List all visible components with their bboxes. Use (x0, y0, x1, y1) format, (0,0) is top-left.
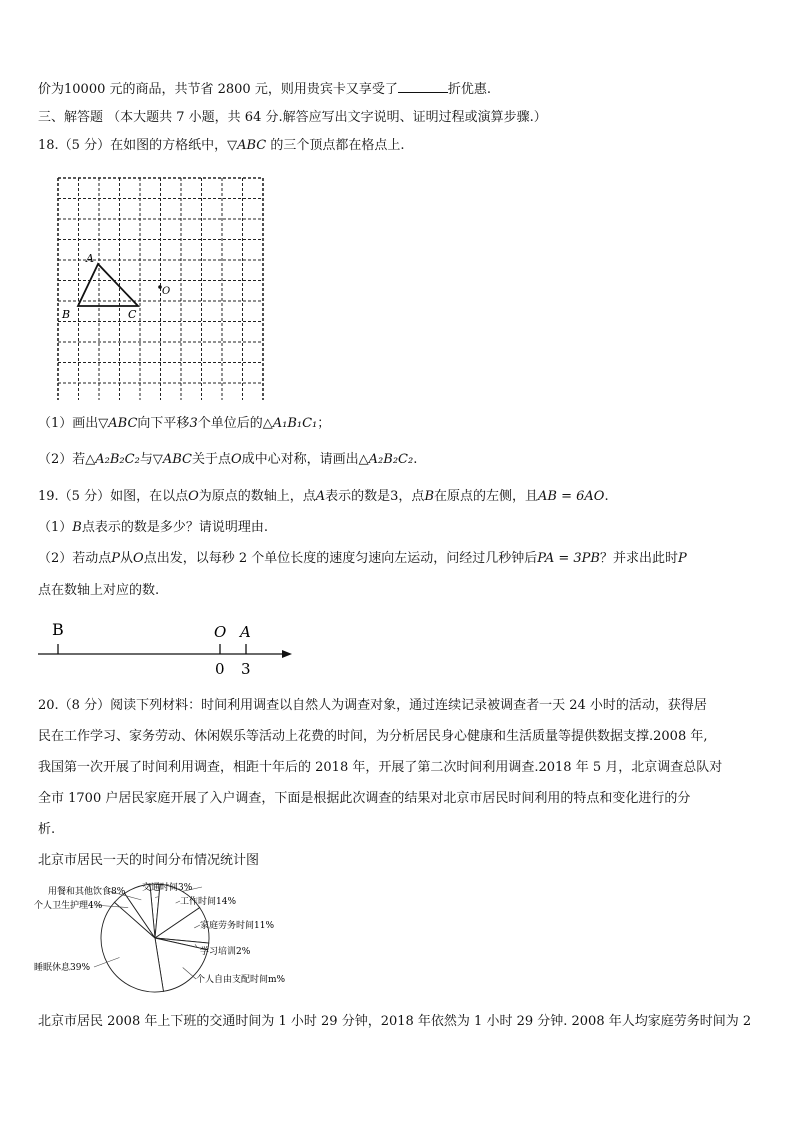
math-number: 3 (189, 416, 198, 431)
math-triangle-2: △A₂B₂C₂ (85, 452, 140, 467)
text: （2）若动点 (38, 551, 112, 566)
label-b: B (62, 308, 71, 321)
text: . (604, 489, 609, 504)
math-p: P (677, 551, 687, 566)
pie-chart (30, 878, 330, 1000)
math-a: A (315, 489, 326, 504)
answer-blank (398, 80, 448, 93)
text: 个单位后的 (197, 416, 263, 431)
slice-label: 睡眠休息39% (34, 963, 91, 973)
label-o: O (162, 286, 171, 297)
slice-label: 个人卫生护理4% (34, 901, 103, 911)
text: ？并求出此时 (599, 551, 678, 566)
math-pa-3pb: PA = 3PB (537, 551, 600, 566)
slice-label: 学习培训2% (200, 947, 251, 957)
text: . (413, 452, 418, 467)
text: 在原点的左侧，且 (434, 489, 539, 504)
slice-label: 个人自由支配时间m% (196, 975, 286, 985)
text: 价为10000 元的商品，共节省 2800 元，则用贵宾卡又享受了 (38, 82, 398, 97)
math-triangle-2: △A₂B₂C₂ (358, 452, 414, 467)
label-b: B (52, 620, 64, 639)
text: 19.（5 分）如图，在以点 (38, 489, 189, 504)
text: 为原点的数轴上，点 (198, 489, 316, 504)
math-b: B (424, 489, 434, 504)
text: （2）若 (38, 452, 86, 467)
label-c: C (128, 308, 137, 321)
text: 关于点 (191, 452, 231, 467)
text: 从 (120, 551, 134, 566)
text: 民在工作学习、家务劳动、休闲娱乐等活动上花费的时间，为分析居民身心健康和生活质量等提供数据支撑.2008 年, (38, 729, 708, 744)
slice-label: 交通时间3% (142, 883, 193, 893)
chart-title-text: 北京市居民一天的时间分布情况统计图 (38, 853, 260, 868)
text: 我国第一次开展了时间利用调查，相距十年后的 2018 年，开展了第二次时间利用调查.2018 年 5 月，北京调查总队对 (38, 760, 723, 775)
text: 北京市居民 2008 年上下班的交通时间为 1 小时 29 分钟，2018 年依然为 1 小时 29 分钟. 2008 年人均家庭劳务时间为 2 (38, 1014, 752, 1029)
slice-label: 工作时间14% (180, 897, 237, 907)
arrow-icon (282, 650, 292, 658)
math-triangle: ▽ABC (98, 416, 138, 431)
question-19-1 (38, 518, 268, 538)
section-heading-text: 三、解答题 （本大题共 7 小题，共 64 分.解答应写出文字说明、证明过程或演算步骤.） (38, 110, 547, 125)
text: 20.（8 分）阅读下列材料：时间利用调查以自然人为调查对象，通过连续记录被调查者一天 24 小时的活动，获得居 (38, 698, 707, 713)
question-20-line-4 (38, 789, 690, 809)
question-20-line-3 (38, 758, 722, 778)
label-a: A (86, 252, 94, 265)
math-o: O (188, 489, 199, 504)
text: 向下平移 (137, 416, 190, 431)
text: 与 (139, 452, 153, 467)
number-line (36, 614, 298, 678)
math-o: O (230, 452, 242, 467)
text: 表示的数是3，点 (325, 489, 425, 504)
text: 18.（5 分）在如图的方格纸中， (38, 138, 228, 153)
math-triangle: ▽ABC (227, 138, 267, 153)
question-20-line-5 (38, 820, 55, 840)
text: 析. (38, 822, 56, 837)
math-ab-6ao: AB = 6AO (538, 489, 605, 504)
section-heading (38, 108, 547, 128)
label-o: O (214, 623, 227, 641)
slice-label: 家庭劳务时间11% (200, 921, 275, 931)
slice-label: 用餐和其他饮食8% (48, 887, 126, 897)
text: 的三个顶点都在格点上. (270, 138, 405, 153)
question-18-2 (38, 450, 417, 470)
math-triangle: ▽ABC (152, 452, 192, 467)
question-18 (38, 136, 405, 156)
triangle-abc (78, 264, 138, 306)
text: 点表示的数是多少？请说明理由. (81, 520, 268, 535)
text: 折优惠. (447, 82, 491, 97)
question-19-2-cont (38, 581, 159, 601)
text: 点出发，以每秒 2 个单位长度的速度匀速向左运动，问经过几秒钟后 (143, 551, 538, 566)
grid-figure (50, 170, 270, 400)
tick-label-0: 0 (215, 660, 225, 678)
label-a: A (240, 623, 251, 641)
text: ； (317, 416, 331, 431)
question-20-line-1 (38, 696, 707, 716)
math-o: O (133, 551, 144, 566)
text: 成中心对称，请画出 (241, 452, 359, 467)
text: 点在数轴上对应的数. (38, 583, 160, 598)
question-19-2 (38, 549, 687, 569)
question-18-1 (38, 414, 330, 434)
fill-blank-line (38, 80, 491, 100)
text: （1） (38, 520, 73, 535)
text: （1）画出 (38, 416, 99, 431)
chart-title (38, 851, 259, 871)
grid-lines (58, 178, 263, 400)
math-p: P (111, 551, 121, 566)
tick-label-3: 3 (241, 660, 251, 678)
question-19 (38, 487, 609, 507)
question-20-line-2 (38, 727, 707, 747)
math-b: B (72, 520, 82, 535)
math-triangle-1: △A₁B₁C₁ (262, 416, 318, 431)
text: 全市 1700 户居民家庭开展了入户调查，下面是根据此次调查的结果对北京市居民时间利用的特点和变化进行的分 (38, 791, 691, 806)
last-line (38, 1012, 751, 1032)
